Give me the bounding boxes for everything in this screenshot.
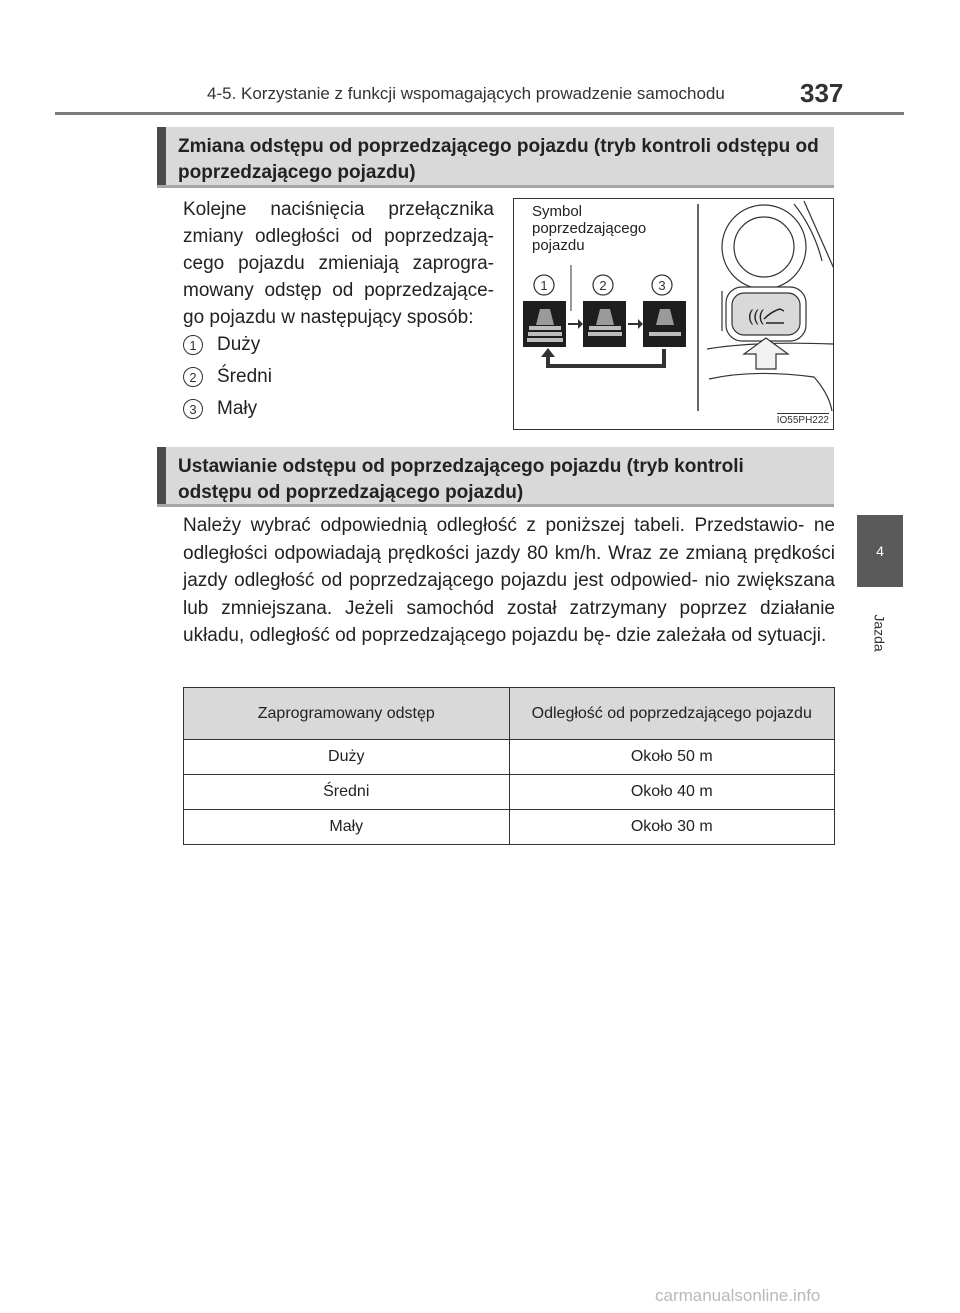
distance-table <box>183 687 835 845</box>
header-rule <box>55 112 904 115</box>
table-cell: Średni <box>184 775 510 810</box>
page-number: 337 <box>800 78 844 108</box>
figure-marker-3: 3 <box>658 278 666 293</box>
table-header-cell: Zaprogramowany odstęp <box>184 688 510 740</box>
table-row <box>184 740 835 775</box>
option-label: Średni <box>217 366 272 387</box>
option-item-medium <box>183 363 272 391</box>
push-arrow-icon <box>744 338 788 369</box>
figure-caption-line: pojazdu <box>532 237 585 254</box>
distance-display-large-icon <box>523 301 566 347</box>
distance-display-small-icon <box>643 301 686 347</box>
figure-code: IO55PH222 <box>776 415 829 426</box>
table-row <box>184 810 835 845</box>
table-header-cell: Odległość od poprzedzającego pojazdu <box>509 688 835 740</box>
chapter-title: 4-5. Korzystanie z funkcji wspomagających prowadzenie samochodu <box>207 84 725 103</box>
table-row <box>184 775 835 810</box>
figure-caption-line: Symbol <box>532 203 583 220</box>
figure-caption-line: poprzedzającego <box>532 220 647 237</box>
section-heading-set-distance: Ustawianie odstępu od poprzedzającego pojazdu (tryb kontroli odstępu od poprzedzającego pojazdu) <box>157 447 834 507</box>
option-item-large <box>183 331 260 359</box>
table-cell: Około 40 m <box>509 775 835 810</box>
chapter-tab-number: 4 <box>876 543 884 559</box>
number-circle-icon: 1 <box>183 335 203 355</box>
number-circle-icon: 2 <box>183 367 203 387</box>
number-circle-icon: 3 <box>183 399 203 419</box>
svg-text:(((: ((( <box>748 308 764 325</box>
table-header-row <box>184 688 835 740</box>
watermark-text: carmanualsonline.info <box>655 1286 821 1305</box>
distance-switch-figure <box>513 198 834 430</box>
steering-switch-illustration <box>707 201 834 411</box>
section-heading-change-distance: Zmiana odstępu od poprzedzającego pojazdu (tryb kontroli odstępu od poprzedzającego pojazdu) <box>157 127 834 188</box>
distance-display-medium-icon <box>583 301 626 347</box>
figure-marker-2: 2 <box>599 278 607 293</box>
chapter-tab-label <box>863 598 897 668</box>
chapter-tab[interactable] <box>857 515 903 587</box>
option-label: Duży <box>217 334 261 355</box>
intro-paragraph: Kolejne naciśnięcia przełącznika zmiany odległości od poprzedzają- cego pojazdu zmieniają zaprogra- mowany odstęp od poprzedzające- go pojazdu w następujący sposób: <box>183 199 494 328</box>
figure-marker-1: 1 <box>540 278 548 293</box>
table-cell: Mały <box>184 810 510 845</box>
table-cell: Około 30 m <box>509 810 835 845</box>
option-label: Mały <box>217 398 258 419</box>
distance-paragraph: Należy wybrać odpowiednią odległość z poniższej tabeli. Przedstawio- ne odległości odpowiadają prędkości jazdy 80 km/h. Wraz ze zmianą prędkości jazdy odległość od poprzedzającego pojazdu jest odpowied- nio zwiększana lub zmniejszana. Jeżeli samochód został zatrzymany poprzez działanie układu, odległość od poprzedzającego pojazdu bę- dzie zależała od sytuacji. <box>183 515 835 646</box>
option-item-small <box>183 395 257 423</box>
chapter-tab-label-text: Jazda <box>872 614 889 652</box>
table-cell: Około 50 m <box>509 740 835 775</box>
table-cell: Duży <box>184 740 510 775</box>
figure-caption <box>532 203 646 254</box>
